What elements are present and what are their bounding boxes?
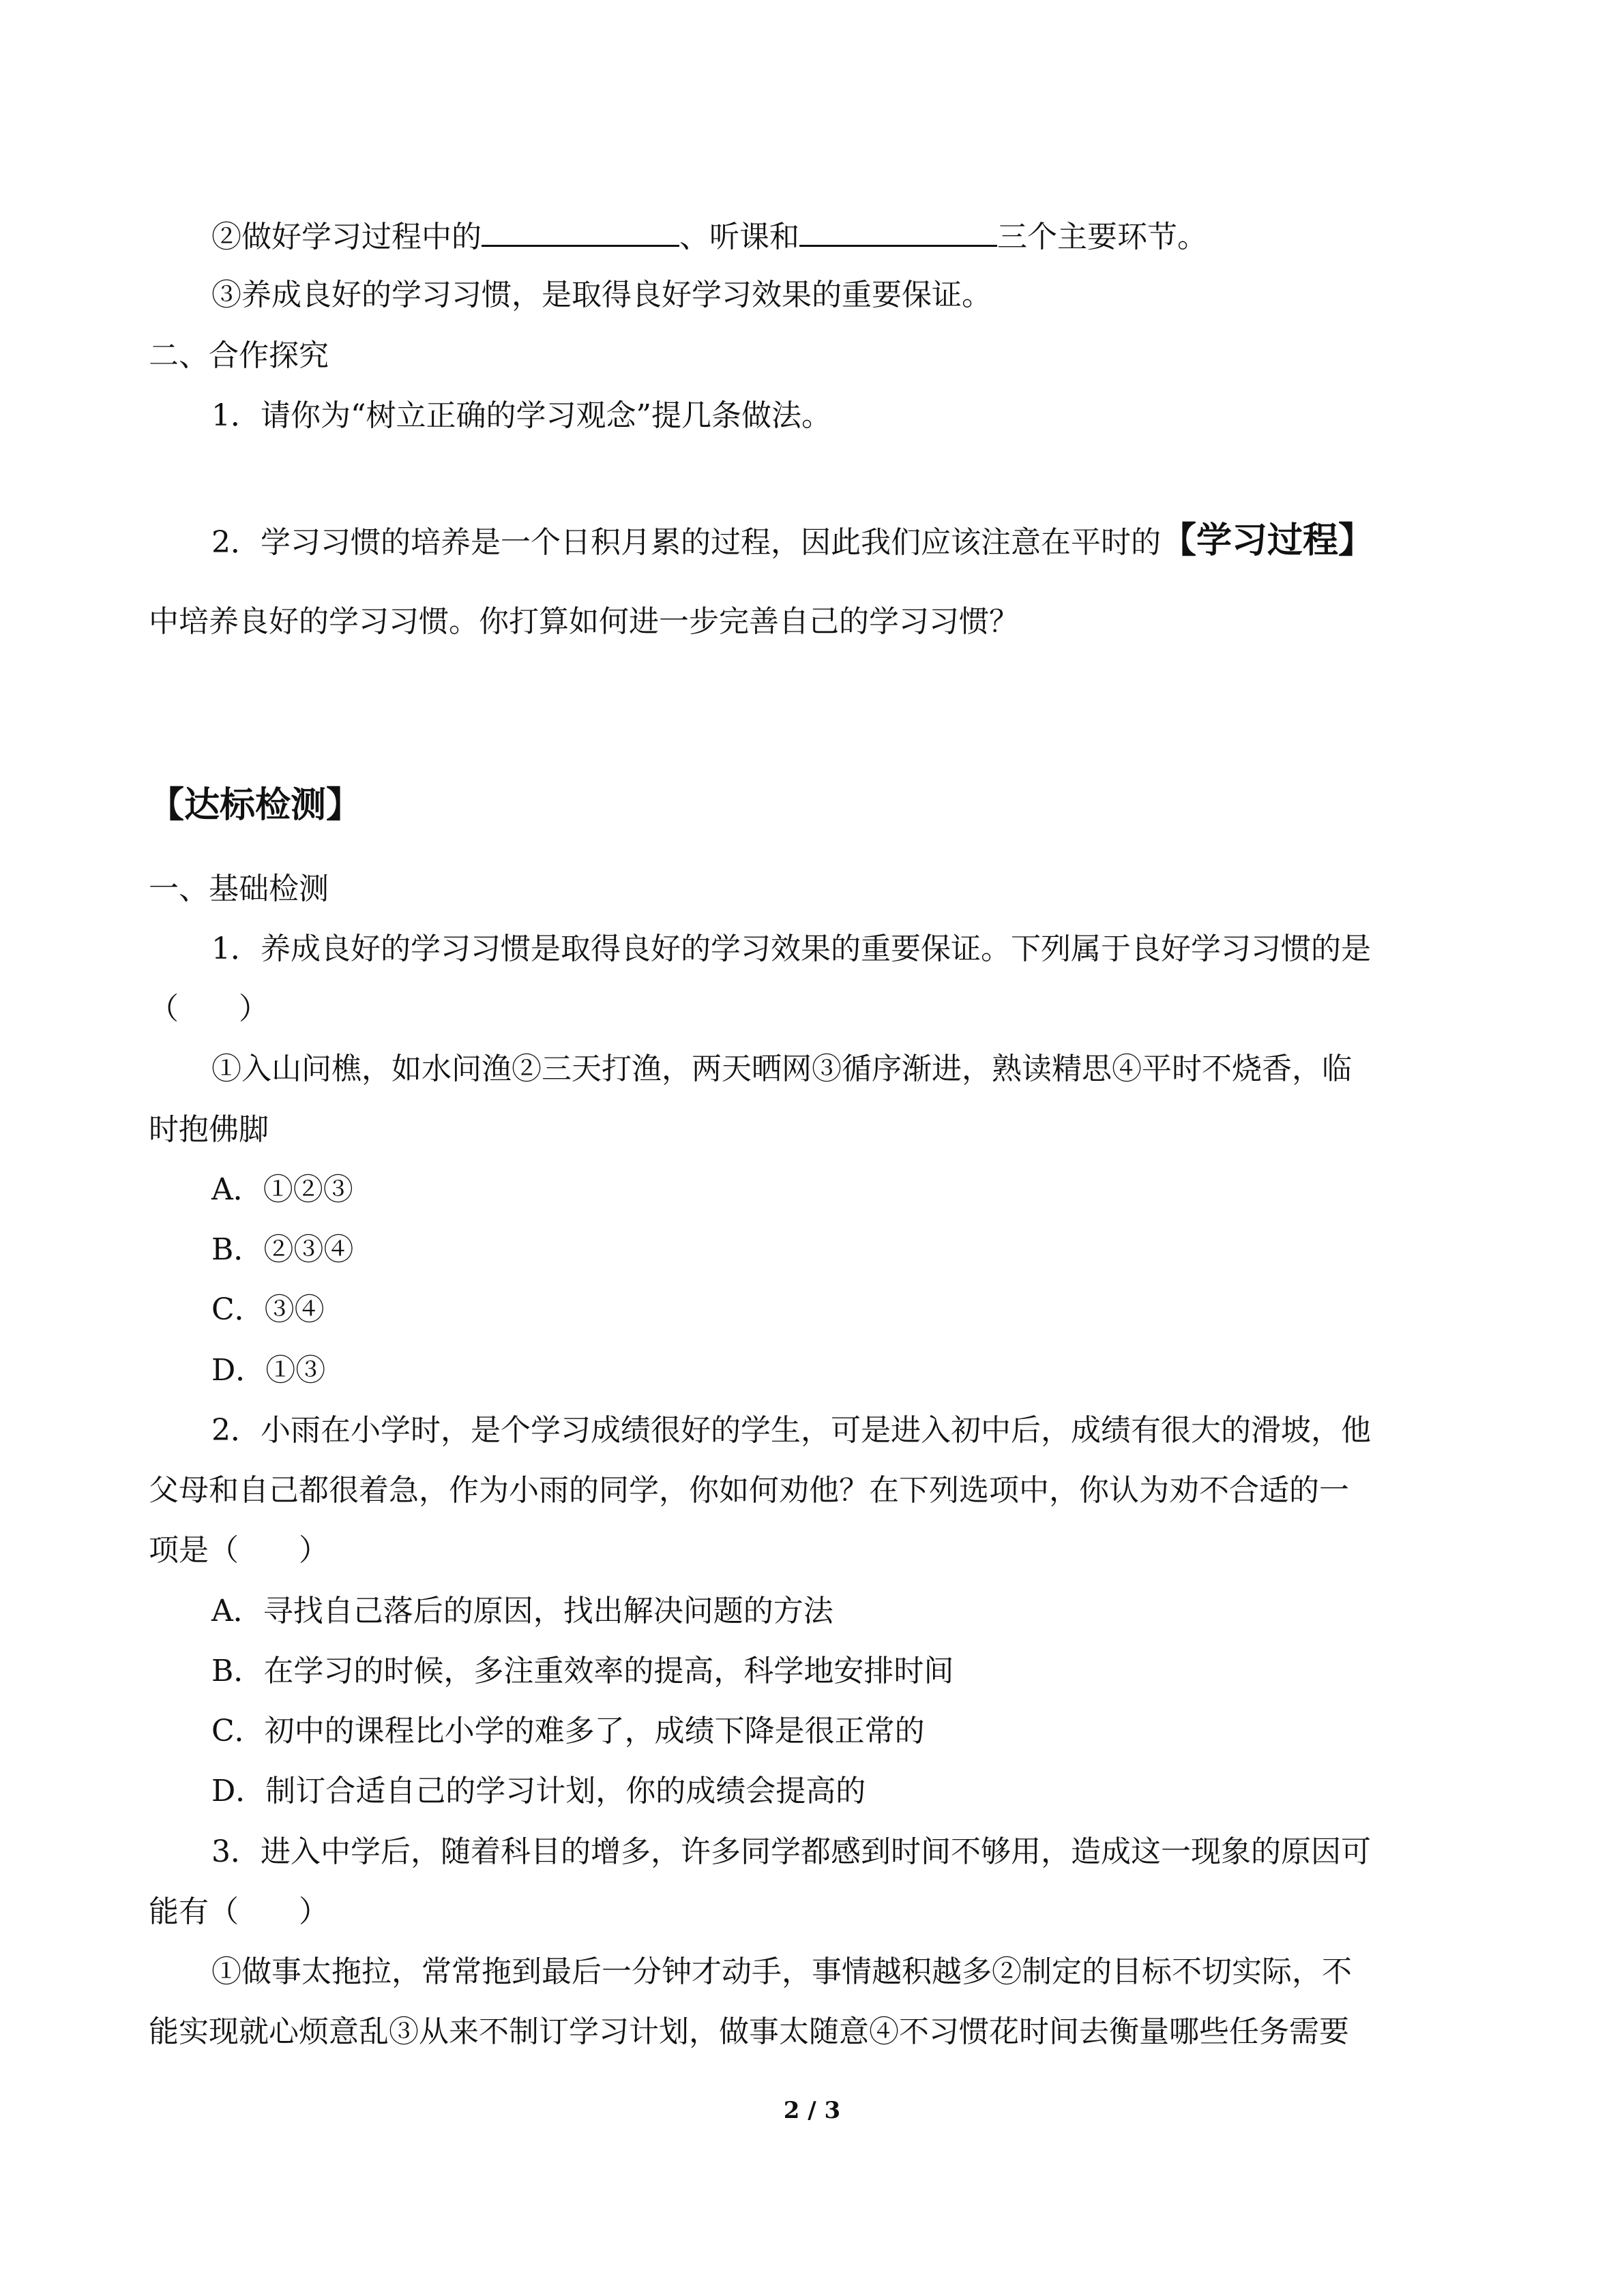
intro-item-2-middle: 、听课和: [679, 220, 799, 254]
q1-option-a: A．①②③: [211, 1172, 353, 1207]
q1-option-c: C．③④: [211, 1292, 325, 1327]
cooperation-heading: 二、合作探究: [149, 338, 329, 373]
blank-line-2[interactable]: [799, 215, 997, 247]
blank-line-1[interactable]: [482, 215, 679, 247]
section-title: 【达标检测】: [149, 784, 362, 826]
q1-stem-line1: 1．养成良好的学习习惯是取得良好的学习效果的重要保证。下列属于良好学习习惯的是: [211, 931, 1371, 966]
page-number: 2 / 3: [783, 2097, 841, 2124]
q2-option-d: D．制订合适自己的学习计划，你的成绩会提高的: [211, 1774, 866, 1808]
intro-item-2-after: 三个主要环节。: [997, 220, 1207, 254]
q1-option-d: D．①③: [211, 1353, 326, 1388]
q1-items-line1: ①入山问樵，如水问渔②三天打渔，两天晒网③循序渐进，熟读精思④平时不烧香，临: [211, 1052, 1352, 1086]
q2-stem-line2: 父母和自己都很着急，作为小雨的同学，你如何劝他？在下列选项中，你认为劝不合适的一: [149, 1473, 1349, 1508]
intro-item-3: ③养成良好的学习习惯，是取得良好学习效果的重要保证。: [211, 278, 992, 312]
intro-item-2-before: ②做好学习过程中的: [211, 220, 482, 254]
q1-items-line2: 时抱佛脚: [149, 1112, 269, 1147]
q2-option-a: A．寻找自己落后的原因，找出解决问题的方法: [211, 1594, 833, 1628]
q2-line1-text: 2．学习习惯的培养是一个日积月累的过程，因此我们应该注意在平时的: [211, 525, 1161, 560]
q3-items-line1: ①做事太拖拉，常常拖到最后一分钟才动手，事情越积越多②制定的目标不切实际，不: [211, 1954, 1352, 1989]
basic-heading: 一、基础检测: [149, 871, 329, 906]
q3-items-line2: 能实现就心烦意乱③从来不制订学习计划，做事太随意④不习惯花时间去衡量哪些任务需要: [149, 2014, 1349, 2049]
cooperation-question-2-line1: [211, 520, 1374, 563]
q2-option-c: C．初中的课程比小学的难多了，成绩下降是很正常的: [211, 1714, 925, 1748]
q2-option-b: B．在学习的时候，多注重效率的提高，科学地安排时间: [211, 1654, 954, 1688]
q1-stem-line2: （ ）: [149, 992, 269, 1026]
cooperation-question-1: 1．请你为“树立正确的学习观念”提几条做法。: [211, 398, 831, 433]
q2-bracket-text: 【学习过程】: [1161, 520, 1374, 561]
cooperation-question-2-line2: 中培养良好的学习习惯。你打算如何进一步完善自己的学习习惯？: [149, 604, 1019, 639]
q1-option-b: B．②③④: [211, 1232, 354, 1267]
intro-item-2: [211, 215, 1207, 258]
q2-stem-line1: 2．小雨在小学时，是个学习成绩很好的学生，可是进入初中后，成绩有很大的滑坡，他: [211, 1413, 1371, 1448]
q3-stem-line1: 3．进入中学后，随着科目的增多，许多同学都感到时间不够用，造成这一现象的原因可: [211, 1834, 1371, 1869]
q2-stem-line3: 项是（ ）: [149, 1533, 329, 1568]
q3-stem-line2: 能有（ ）: [149, 1894, 329, 1929]
